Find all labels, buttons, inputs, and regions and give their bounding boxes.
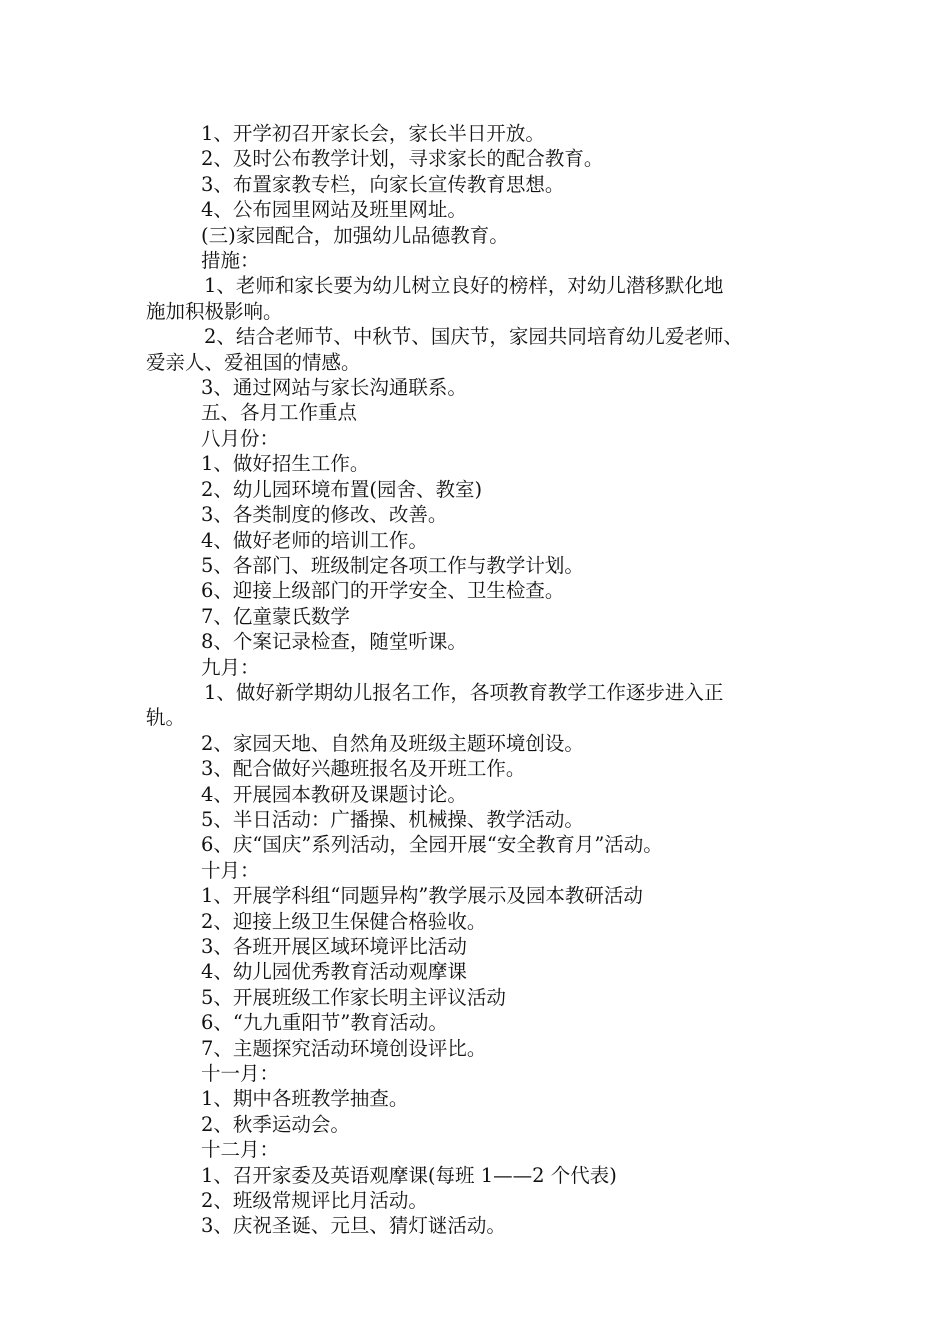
month-heading: 十二月： (201, 1138, 280, 1162)
month-heading: 八月份： (201, 426, 280, 450)
text-line: 6、迎接上级部门的开学安全、卫生检查。 (201, 579, 565, 603)
section-heading: (三)家园配合，加强幼儿品德教育。 (201, 223, 509, 247)
text-line: 6、“九九重阳节”教育活动。 (201, 1011, 448, 1035)
text-line: 1、召开家委及英语观摩课(每班 1——2 个代表) (201, 1163, 617, 1187)
month-heading: 九月： (201, 655, 260, 679)
text-line: 1、做好新学期幼儿报名工作，各项教育教学工作逐步进入正 (204, 680, 724, 704)
text-line: 4、做好老师的培训工作。 (201, 528, 428, 552)
text-line: 7、亿童蒙氏数学 (201, 604, 350, 628)
text-line: 3、通过网站与家长沟通联系。 (201, 376, 467, 400)
text-line: 2、家园天地、自然角及班级主题环境创设。 (201, 731, 584, 755)
text-line: 5、各部门、班级制定各项工作与教学计划。 (201, 553, 584, 577)
text-line: 8、个案记录检查，随堂听课。 (201, 630, 467, 654)
text-line: 3、布置家教专栏，向家长宣传教育思想。 (201, 172, 565, 196)
text-line: 3、各班开展区域环境评比活动 (201, 935, 467, 958)
text-line: 措施： (201, 249, 260, 273)
text-line: 2、结合老师节、中秋节、国庆节，家园共同培育幼儿爱老师、 (204, 325, 743, 349)
month-heading: 十月： (201, 858, 260, 882)
text-line: 轨。 (146, 706, 186, 730)
section-heading: 五、各月工作重点 (201, 401, 358, 425)
text-line: 4、开展园本教研及课题讨论。 (201, 782, 467, 806)
text-line: 2、及时公布教学计划，寻求家长的配合教育。 (201, 147, 604, 171)
text-line: 2、迎接上级卫生保健合格验收。 (201, 909, 487, 933)
text-line: 2、秋季运动会。 (201, 1112, 350, 1136)
text-line: 7、主题探究活动环境创设评比。 (201, 1036, 487, 1060)
text-line: 4、公布园里网站及班里网址。 (201, 198, 467, 222)
text-line: 1、老师和家长要为幼儿树立良好的榜样，对幼儿潜移默化地 (204, 274, 724, 298)
month-heading: 十一月： (201, 1062, 280, 1086)
text-line: 5、半日活动：广播操、机械操、教学活动。 (201, 807, 584, 831)
text-line: 1、做好招生工作。 (201, 452, 370, 476)
text-line: 5、开展班级工作家长明主评议活动 (201, 985, 506, 1009)
text-line: 3、配合做好兴趣班报名及开班工作。 (201, 757, 526, 781)
text-line: 施加积极影响。 (146, 299, 283, 323)
text-line: 2、幼儿园环境布置(园舍、教室) (201, 477, 483, 501)
text-line: 4、幼儿园优秀教育活动观摩课 (201, 960, 467, 984)
text-line: 2、班级常规评比月活动。 (201, 1189, 428, 1213)
text-line: 1、期中各班教学抽查。 (201, 1087, 409, 1111)
text-line: 1、开展学科组“同题异构”教学展示及园本教研活动 (201, 884, 643, 908)
text-line: 1、开学初召开家长会，家长半日开放。 (201, 122, 545, 145)
text-line: 3、各类制度的修改、改善。 (201, 503, 448, 527)
text-line: 6、庆“国庆”系列活动，全园开展“安全教育月”活动。 (201, 833, 663, 857)
document-body (146, 121, 836, 1239)
text-line: 爱亲人、爱祖国的情感。 (146, 350, 361, 374)
text-line: 3、庆祝圣诞、元旦、猜灯谜活动。 (201, 1214, 506, 1238)
